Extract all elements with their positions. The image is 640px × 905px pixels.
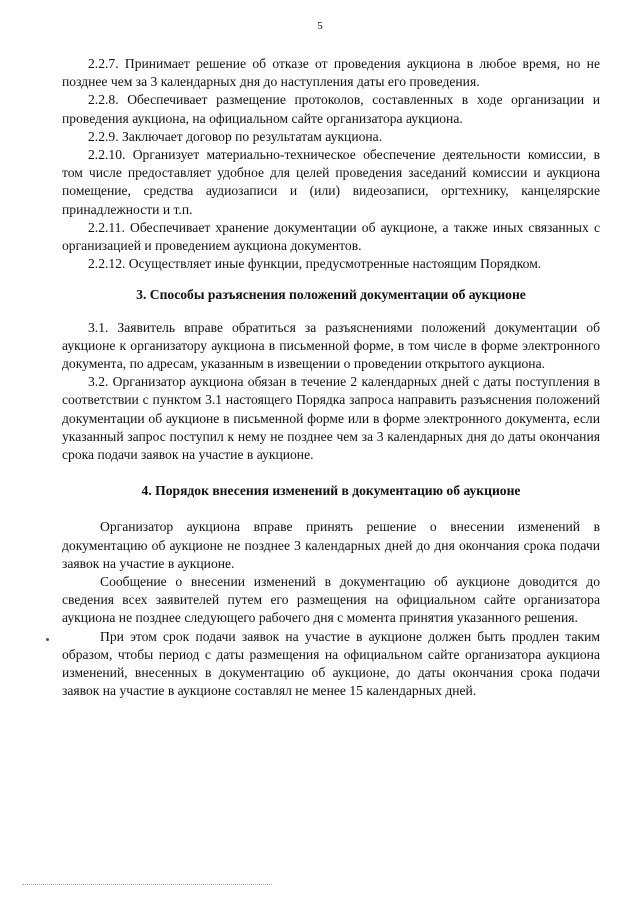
section-4-paragraph-1: Организатор аукциона вправе принять решение о внесении изменений в документацию об аукционе не позднее 3 календарных дней до дня окончания срока подачи заявок на участие в аукционе. bbox=[62, 519, 600, 571]
clause-3-2: 3.2. Организатор аукциона обязан в течение 2 календарных дней с даты поступления в соответствии с пунктом 3.1 настоящего Порядка запроса направить разъяснения положений документации об аукционе в письменной форме или в форме электронного документа, если указанный запрос поступил к нему не позднее чем за 3 календарных дня до даты окончания срока подачи заявок на участие в аукционе. bbox=[62, 374, 600, 463]
section-4-heading: 4. Порядок внесения изменений в документацию об аукционе bbox=[141, 483, 521, 499]
clause-2-2-7: 2.2.7. Принимает решение об отказе от проведения аукциона в любое время, но не позднее чем за 3 календарных дня до наступления даты его проведения. bbox=[62, 56, 600, 90]
clause-2-2-9: 2.2.9. Заключает договор по результатам аукциона. bbox=[88, 128, 383, 144]
clause-2-2-12: 2.2.12. Осуществляет иные функции, предусмотренные настоящим Порядком. bbox=[88, 256, 542, 272]
clause-3-1: 3.1. Заявитель вправе обратиться за разъяснениями положений документации об аукционе к организатору аукциона в письменной форме, в том числе в форме электронного документа, по адресам, указанным в извещении о проведении открытого аукциона. bbox=[62, 319, 600, 372]
section-4-paragraph-3: При этом срок подачи заявок на участие в аукционе должен быть продлен таким образом, чтобы период с даты размещения на официальном сайте организатора аукциона изменений, внесенных в документацию об аукционе, до даты окончания срока подачи заявок на участие в аукционе составлял не менее 15 календарных дней. bbox=[62, 628, 600, 699]
section-4-paragraph-2: Сообщение о внесении изменений в документацию об аукционе доводится до сведения всех заявителей путем его размещения на официальном сайте организатора аукциона не позднее следующего рабочего дня с момента принятия указанного решения. bbox=[62, 574, 600, 626]
scan-artifact-line bbox=[22, 884, 272, 887]
clause-2-2-8: 2.2.8. Обеспечивает размещение протоколов, составленных в ходе организации и проведения аукциона, на официальном сайте организатора аукциона. bbox=[62, 92, 600, 126]
section-3-heading: 3. Способы разъяснения положений документации об аукционе bbox=[136, 287, 526, 303]
scan-speck bbox=[46, 638, 49, 641]
page-number: 5 bbox=[317, 20, 323, 32]
clause-2-2-10: 2.2.10. Организует материально-техническое обеспечение деятельности комиссии, в том числе предоставляет удобное для целей проведения заседаний комиссии и аукциона помещение, средства аудиозаписи и (или) видеозаписи, оргтехнику, канцелярские принадлежности и т.п. bbox=[62, 147, 600, 217]
clause-2-2-11: 2.2.11. Обеспечивает хранение документации об аукционе, а также иных связанных с организацией и проведением аукциона документов. bbox=[62, 219, 600, 254]
document-body bbox=[62, 55, 600, 701]
